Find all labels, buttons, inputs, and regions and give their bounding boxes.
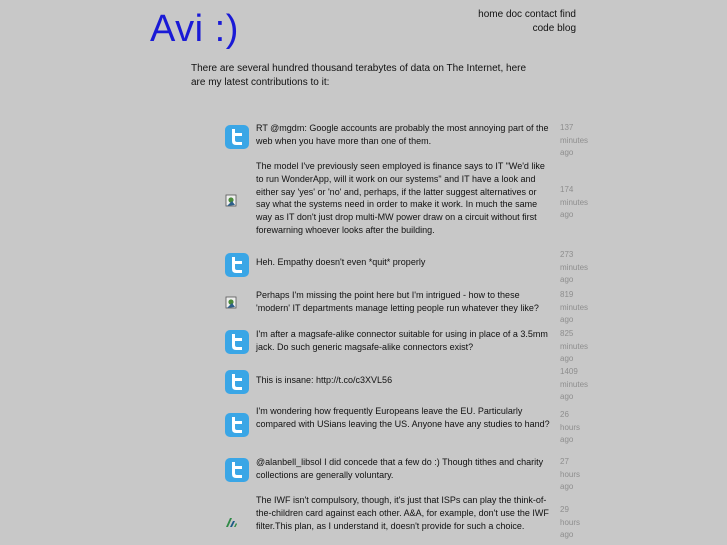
blog-post-icon bbox=[224, 296, 238, 310]
feed-item-text: This is insane: http://t.co/c3XVL56 bbox=[256, 375, 393, 385]
nav-blog-link[interactable]: blog bbox=[557, 23, 576, 34]
time-unit: minutes bbox=[560, 302, 589, 312]
feed-item-text: RT @mgdm: Google accounts are probably the most annoying part of the web when you have more than one of them. bbox=[256, 123, 549, 146]
nav-code-link[interactable]: code bbox=[532, 23, 555, 34]
feed-item-text: The IWF isn't compulsory, though, it's just that ISPs can play the think-of-the-children card against each other. A&A, for example, don't use the IWF filter.This plan, as I understand it, doesn't provide for such a choice. bbox=[256, 495, 549, 531]
time-unit: hours bbox=[560, 422, 581, 432]
time-value: 819 bbox=[560, 290, 574, 299]
time-unit: minutes bbox=[560, 341, 589, 351]
feed-item-time[interactable] bbox=[560, 409, 600, 447]
time-value: 174 bbox=[560, 185, 574, 194]
feed-item-text: @alanbell_libsol I did concede that a few do :) Though tithes and charity collections are generally voluntary. bbox=[256, 457, 544, 480]
time-value: 27 bbox=[560, 457, 569, 466]
feed-item-text: I'm wondering how frequently Europeans leave the EU. Particularly compared with USians leaving the US. Anyone have any studies to hand? bbox=[256, 406, 550, 429]
feed-item-text: Perhaps I'm missing the point here but I'm intrigued - how to these 'modern' IT departments manage letting people run whatever they like? bbox=[256, 290, 539, 313]
time-unit: minutes bbox=[560, 262, 589, 272]
twitter-bird-icon bbox=[225, 458, 249, 482]
time-suffix: ago bbox=[560, 148, 574, 157]
feed-item-time[interactable] bbox=[560, 122, 600, 160]
feed-item-time[interactable] bbox=[560, 456, 600, 494]
time-value: 137 bbox=[560, 123, 574, 132]
feed-item-time[interactable] bbox=[560, 249, 600, 287]
feed-item-time[interactable] bbox=[560, 289, 600, 327]
feed-item-time[interactable] bbox=[560, 504, 600, 542]
time-suffix: ago bbox=[560, 275, 574, 284]
site-title[interactable]: Avi :) bbox=[150, 8, 239, 50]
feed-item-text: I'm after a magsafe-alike connector suitable for using in place of a 3.5mm jack. Do such generic magsafe-alike connectors exist? bbox=[256, 329, 548, 352]
time-suffix: ago bbox=[560, 435, 574, 444]
feed-item-text: Heh. Empathy doesn't even *quit* properly bbox=[256, 257, 426, 267]
time-suffix: ago bbox=[560, 315, 574, 324]
time-suffix: ago bbox=[560, 210, 574, 219]
time-value: 1409 bbox=[560, 367, 578, 376]
twitter-bird-icon bbox=[225, 330, 249, 354]
twitter-bird-icon bbox=[225, 253, 249, 277]
twitter-bird-icon bbox=[225, 370, 249, 394]
feed-item-time[interactable] bbox=[560, 184, 600, 222]
time-unit: minutes bbox=[560, 379, 589, 389]
time-unit: hours bbox=[560, 517, 581, 527]
time-unit: minutes bbox=[560, 197, 589, 207]
nav-contact-link[interactable]: contact bbox=[524, 9, 558, 20]
time-unit: hours bbox=[560, 469, 581, 479]
nav-menu bbox=[470, 8, 576, 36]
feed-item-time[interactable] bbox=[560, 328, 600, 366]
time-suffix: ago bbox=[560, 530, 574, 539]
time-suffix: ago bbox=[560, 482, 574, 491]
feed-item-time[interactable] bbox=[560, 366, 600, 404]
time-unit: minutes bbox=[560, 135, 589, 145]
time-value: 29 bbox=[560, 505, 569, 514]
time-value: 273 bbox=[560, 250, 574, 259]
time-suffix: ago bbox=[560, 354, 574, 363]
feed-item-text: The model I've previously seen employed is finance says to IT "We'd like to run WonderApp, will it work on our systems" and IT have a look and either say 'yes' or 'no' and, perhaps, if the latter suggest alternatives or say what the systems need in order to make it work. In much the same way as IT don't just drop multi-MW power draw on a circuit without first forewarning whoever looks after the building. bbox=[256, 161, 545, 235]
twitter-bird-icon bbox=[225, 413, 249, 437]
twitter-bird-icon bbox=[225, 125, 249, 149]
identica-icon bbox=[224, 515, 238, 529]
time-value: 26 bbox=[560, 410, 569, 419]
intro-text: There are several hundred thousand terabytes of data on The Internet, here are my latest contributions to it: bbox=[191, 63, 527, 88]
time-suffix: ago bbox=[560, 392, 574, 401]
blog-post-icon bbox=[224, 194, 238, 208]
nav-find-link[interactable]: find bbox=[559, 9, 576, 20]
time-value: 825 bbox=[560, 329, 574, 338]
nav-home-link[interactable]: home bbox=[478, 9, 504, 20]
nav-doc-link[interactable]: doc bbox=[505, 9, 523, 20]
